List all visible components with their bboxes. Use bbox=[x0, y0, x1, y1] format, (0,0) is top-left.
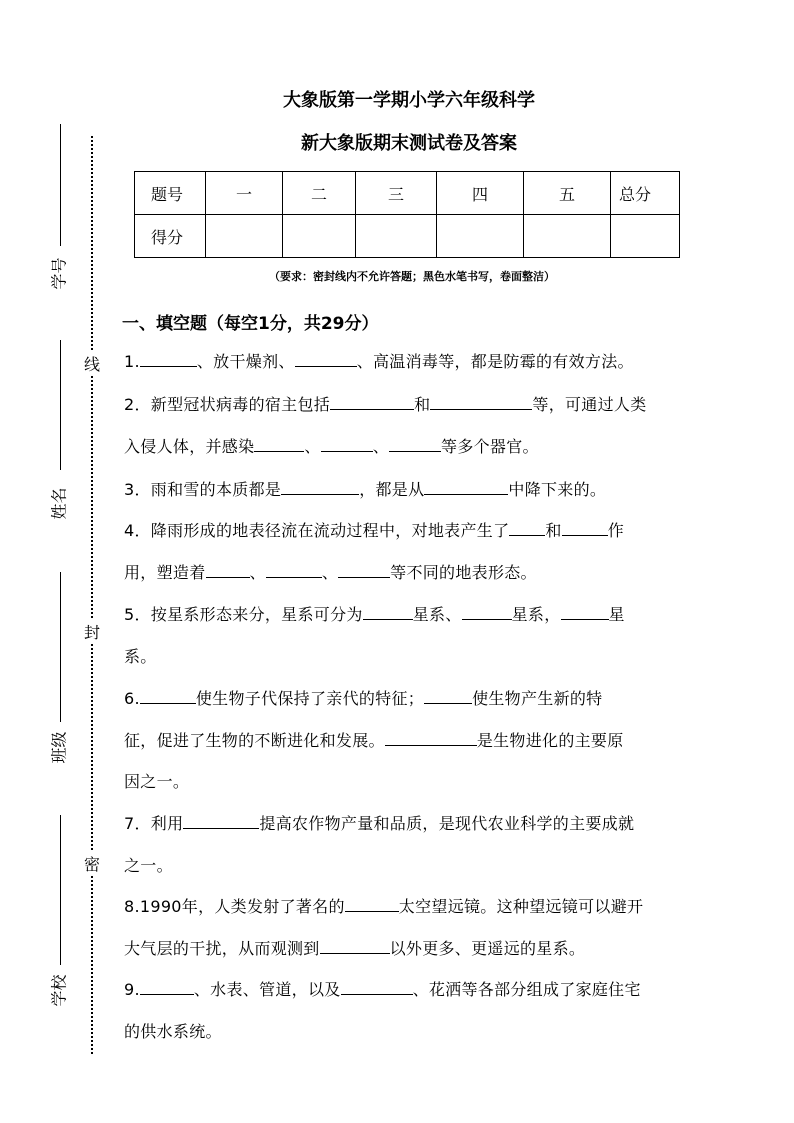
answer-blank[interactable] bbox=[509, 520, 545, 536]
answer-blank[interactable] bbox=[345, 896, 399, 912]
exam-requirement-note: （要求：密封线内不允许答题；黑色水笔书写，卷面整洁） bbox=[269, 270, 555, 283]
answer-blank[interactable] bbox=[183, 813, 259, 829]
question-8: 8.1990年，人类发射了著名的 太空望远镜。这种望远镜可以避开 bbox=[124, 897, 644, 916]
score-table-score-row bbox=[135, 215, 680, 258]
score-row-label: 得分 bbox=[135, 215, 206, 258]
answer-blank[interactable] bbox=[140, 351, 197, 367]
seal-mark-xian: 线 bbox=[82, 352, 102, 375]
page-title: 大象版第一学期小学六年级科学 bbox=[283, 90, 535, 111]
question-2: 2．新型冠状病毒的宿主包括 和 等，可通过人类 bbox=[124, 395, 647, 414]
score-table-header-row bbox=[135, 172, 680, 215]
score-header-cell: 题号 bbox=[135, 172, 206, 215]
section-title: 一、填空题（每空1分，共29分） bbox=[122, 314, 379, 334]
answer-blank[interactable] bbox=[462, 604, 512, 620]
answer-blank[interactable] bbox=[266, 562, 322, 578]
question-9: 9. 、水表、管道，以及 、花洒等各部分组成了家庭住宅 bbox=[124, 980, 641, 999]
field-name-label: 姓名 bbox=[49, 487, 69, 520]
question-3: 3．雨和雪的本质都是 ，都是从 中降下来的。 bbox=[124, 480, 607, 499]
question-7: 7．利用 提高农作物产量和品质，是现代农业科学的主要成就 bbox=[124, 814, 635, 833]
answer-blank[interactable] bbox=[140, 979, 194, 995]
answer-blank[interactable] bbox=[140, 688, 196, 704]
question-8-line2: 大气层的干扰，从而观测到 以外更多、更遥远的星系。 bbox=[124, 939, 586, 958]
seal-mark-mi: 密 bbox=[82, 852, 102, 875]
answer-blank[interactable] bbox=[363, 604, 413, 620]
question-4-line2: 用，塑造着 、 、 等不同的地表形态。 bbox=[124, 563, 537, 582]
score-input-cell[interactable] bbox=[283, 215, 356, 258]
score-header-cell: 三 bbox=[356, 172, 437, 215]
score-header-cell: 四 bbox=[437, 172, 524, 215]
question-7-line2: 之一。 bbox=[124, 856, 173, 875]
answer-blank[interactable] bbox=[281, 479, 359, 495]
score-input-cell[interactable] bbox=[524, 215, 611, 258]
answer-blank[interactable] bbox=[385, 730, 477, 746]
score-input-cell[interactable] bbox=[206, 215, 283, 258]
answer-blank[interactable] bbox=[424, 479, 508, 495]
answer-blank[interactable] bbox=[254, 436, 304, 452]
question-9-line2: 的供水系统。 bbox=[124, 1022, 222, 1041]
question-6: 6. 使生物子代保持了亲代的特征； 使生物产生新的特 bbox=[124, 689, 603, 708]
field-school-line bbox=[60, 815, 61, 965]
answer-blank[interactable] bbox=[330, 394, 414, 410]
score-header-cell: 总分 bbox=[611, 172, 680, 215]
field-class-line bbox=[60, 572, 61, 722]
field-name-line bbox=[60, 340, 61, 470]
question-2-line2: 入侵人体，并感染 、 、 等多个器官。 bbox=[124, 437, 539, 456]
question-4: 4．降雨形成的地表径流在流动过程中，对地表产生了 和 作 bbox=[124, 521, 625, 540]
answer-blank[interactable] bbox=[321, 436, 373, 452]
score-header-cell: 二 bbox=[283, 172, 356, 215]
score-header-cell: 五 bbox=[524, 172, 611, 215]
seal-mark-feng: 封 bbox=[82, 620, 102, 643]
question-5: 5．按星系形态来分，星系可分为 星系、 星系， 星 bbox=[124, 605, 625, 624]
answer-blank[interactable] bbox=[341, 979, 413, 995]
score-header-cell: 一 bbox=[206, 172, 283, 215]
field-student-id-label: 学号 bbox=[49, 257, 69, 290]
score-input-cell[interactable] bbox=[611, 215, 680, 258]
question-6-line2: 征，促进了生物的不断进化和发展。 是生物进化的主要原 bbox=[124, 731, 624, 750]
score-input-cell[interactable] bbox=[356, 215, 437, 258]
answer-blank[interactable] bbox=[206, 562, 250, 578]
question-1: 1. 、放干燥剂、 、高温消毒等，都是防霉的有效方法。 bbox=[124, 352, 634, 371]
answer-blank[interactable] bbox=[389, 436, 441, 452]
answer-blank[interactable] bbox=[562, 520, 608, 536]
answer-blank[interactable] bbox=[424, 688, 472, 704]
score-table bbox=[134, 171, 680, 258]
answer-blank[interactable] bbox=[561, 604, 609, 620]
answer-blank[interactable] bbox=[320, 938, 390, 954]
page-subtitle: 新大象版期末测试卷及答案 bbox=[301, 133, 517, 154]
field-class-label: 班级 bbox=[49, 731, 69, 764]
field-school-label: 学校 bbox=[49, 974, 69, 1007]
question-5-line2: 系。 bbox=[124, 647, 157, 666]
answer-blank[interactable] bbox=[338, 562, 390, 578]
answer-blank[interactable] bbox=[430, 394, 532, 410]
question-6-line3: 因之一。 bbox=[124, 772, 190, 791]
answer-blank[interactable] bbox=[295, 351, 357, 367]
score-input-cell[interactable] bbox=[437, 215, 524, 258]
